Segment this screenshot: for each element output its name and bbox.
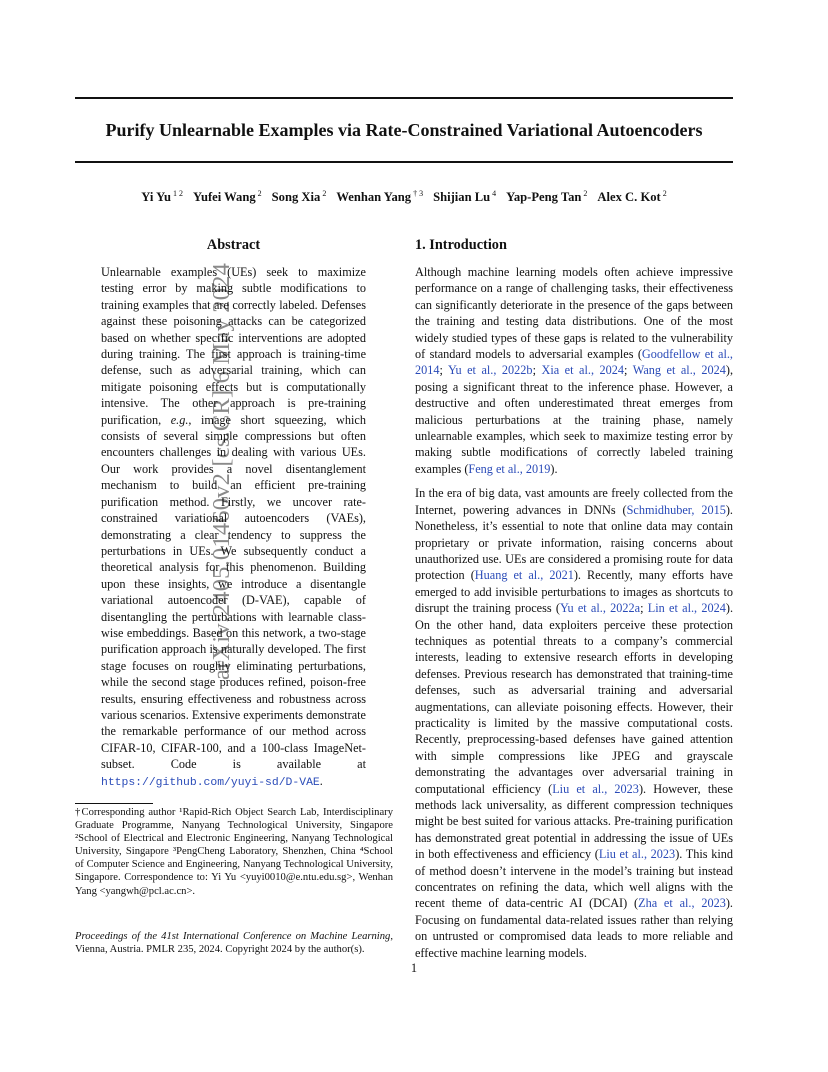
title-bottom-rule xyxy=(75,161,733,163)
citation-link[interactable]: Liu et al., 2023 xyxy=(598,847,676,862)
citation-link[interactable]: Lin et al., 2024 xyxy=(647,601,726,616)
right-column xyxy=(415,236,733,961)
affiliations-footnote: †Corresponding author ¹Rapid-Rich Object Search Lab, Interdisciplinary Graduate Programme, Nanyang Technological University, Singapore ²School of Electrical and Electronic Engineering, Nanyang Technological University, Singapore ³PengCheng Laboratory, Shenzhen, China ⁴School of Computer Science and Engineering, Nanyang Technological University, Singapore. Correspondence to: Yi Yu <yuyi0010@e.ntu.edu.sg>, Wenhan Yang <yangwh@pcl.ac.cn>. xyxy=(75,807,393,897)
intro-paragraph-1: Although machine learning models often achieve impressive performance on a range of challenging tasks, their effectiveness can significantly deteriorate in the presence of the gaps between the training and testing data distributions. One of the most widely studied types of these gaps is related to the vulnerability of standard models to adversarial examples (Goodfellow et al., 2014; Yu et al., 2022b; Xia et al., 2024; Wang et al., 2024), posing a significant threat to the inference phase. However, a destructive and often underestimated threat emerges from malicious perturbations at the training phase, namely unlearnable examples, which seek to maximize testing error by making subtle modifications of correctly labeled training examples (Feng et al., 2019). xyxy=(415,265,734,476)
proceedings-note: Proceedings of the 41st International Conference on Machine Learning, Vienna, Austria. PMLR 235, 2024. Copyright 2024 by the author(s). xyxy=(75,931,393,956)
abstract-text: Unlearnable examples (UEs) seek to maximize testing error by making subtle modifications to training examples that are correctly labeled. Defenses against these poisoning attacks can be categorized based on whether specific interventions are adopted during training. The first approach is training-time defense, such as adversarial training, which can mitigate poisoning effects but is computationally intensive. The other approach is pre-training purification, e.g., image short squeezing, which consists of several simple compressions but often encounters challenges in dealing with various UEs. Our work provides a novel disentanglement mechanism to build an efficient pre-training purification method. Firstly, we uncover rate-constrained variational autoencoders (VAEs), demonstrating a clear tendency to suppress the perturbations in UEs. We subsequently conduct a theoretical analysis for this phenomenon. Building upon these insights, we introduce a disentangle variational autoencoder (D-VAE), capable of disentangling the perturbations with learnable class-wise embeddings. Based on this network, a two-stage purification approach is naturally developed. The first stage focuses on roughly eliminating perturbations, while the second stage produces refined, poison-free results, ensuring effectiveness and robustness across various scenarios. Extensive experiments demonstrate the remarkable performance of our method across CIFAR-10, CIFAR-100, and a 100-class ImageNet-subset. Code is available at https://github.com/yuyi-sd/D-VAE. xyxy=(101,265,366,789)
code-link[interactable]: https://github.com/yuyi-sd/D-VAE xyxy=(101,776,320,789)
citation-link[interactable]: Schmidhuber, 2015 xyxy=(626,502,726,517)
citation-link[interactable]: Liu et al., 2023 xyxy=(552,781,639,796)
citation-link[interactable]: Huang et al., 2021 xyxy=(474,568,574,583)
citation-link[interactable]: Wang et al., 2024 xyxy=(632,363,726,378)
author-name: Wenhan Yang $^{\dagger 3}$ xyxy=(336,188,424,204)
author-name: Shijian Lu $^4$ xyxy=(433,188,497,204)
page-number: 1 xyxy=(410,961,418,975)
paper-title: Purify Unlearnable Examples via Rate-Constrained Variational Autoencoders xyxy=(105,120,703,140)
footnote-rule xyxy=(75,803,153,804)
citation-link[interactable]: Goodfellow et al., 2014 xyxy=(415,347,733,378)
introduction-heading: 1. Introduction xyxy=(415,237,507,253)
top-rule xyxy=(75,97,733,99)
citation-link[interactable]: Xia et al., 2024 xyxy=(541,363,625,378)
citation-link[interactable]: Yu et al., 2022b xyxy=(447,363,533,378)
intro-paragraph-2: In the era of big data, vast amounts are freely collected from the Internet, powering advances in DNNs (Schmidhuber, 2015). Nonetheless, it’s essential to note that online data may contain proprietary or private information, raising concerns about unauthorized use. UEs are considered a promising route for data protection (Huang et al., 2021). Recently, many efforts have emerged to add invisible perturbations to images as shortcuts to disrupt the training process (Yu et al., 2022a; Lin et al., 2024). On the other hand, data exploiters perceive these protection techniques as potential threats to a company’s commercial interests, leading to extensive research efforts in developing defenses. Previous research has demonstrated that training-time defenses, such as adversarial training and adversarial augmentations, can alleviate poisoning effects. However, their practicality is limited by the massive computational costs. Recently, preprocessing-based defenses have gained attention with simple compressions like JPEG and grayscale demonstrating the advantages over adversarial training in computational efficiency (Liu et al., 2023). However, these methods lack universality, as different compression techniques might be best suited for various attacks. Pre-training purification has demonstrated great potential in addressing the issue of UEs in both effectiveness and efficiency (Liu et al., 2023). This kind of method doesn’t intervene in the model’s training but instead concentrates on refining the data, which well aligns with the recent theme of data-centric AI (DCAI) (Zha et al., 2023). Focusing on fundamental data-related issues rather than relying on untrusted or compromised data leads to more reliable and effective machine learning models. xyxy=(415,486,734,960)
author-name: Song Xia $^2$ xyxy=(271,188,327,204)
author-name: Yap-Peng Tan $^2$ xyxy=(506,188,588,204)
citation-link[interactable]: Feng et al., 2019 xyxy=(468,461,551,476)
citation-link[interactable]: Zha et al., 2023 xyxy=(638,896,726,911)
left-column xyxy=(101,236,366,791)
abstract-heading: Abstract xyxy=(206,237,261,253)
author-name: Yi Yu $^{1 2}$ xyxy=(141,188,184,204)
arxiv-watermark: arXiv:2405.01460v2 [cs.CR] 6 May 2024 xyxy=(208,262,235,680)
citation-link[interactable]: Yu et al., 2022a xyxy=(559,601,641,616)
author-name: Yufei Wang $^2$ xyxy=(193,188,262,204)
author-name: Alex C. Kot $^2$ xyxy=(597,188,667,204)
author-list xyxy=(75,190,733,205)
